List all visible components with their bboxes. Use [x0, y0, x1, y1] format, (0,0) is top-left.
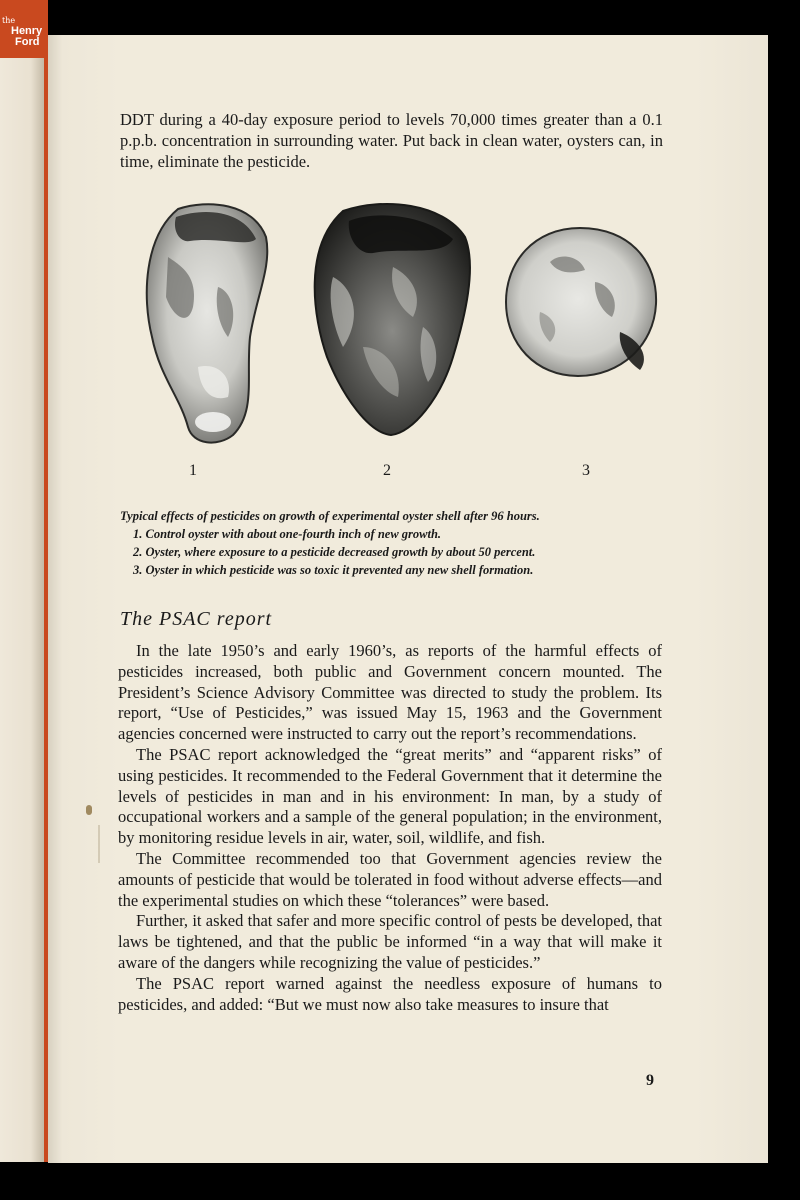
- page-number: 9: [646, 1072, 654, 1089]
- caption-item: 2. Oyster, where exposure to a pesticide decreased growth by about 50 percent.: [133, 545, 536, 559]
- psac-section-body: [118, 641, 662, 1015]
- paragraph: The Committee recommended too that Government agencies review the amounts of pesticide that would be tolerated in food without adverse effects—and the experimental studies on which these “tolerances” were based.: [118, 848, 662, 910]
- caption-item: 1. Control oyster with about one-fourth inch of new growth.: [133, 527, 442, 541]
- page-stain: [86, 805, 92, 815]
- caption-title: Typical effects of pesticides on growth of experimental oyster shell after 96 hours.: [120, 509, 540, 523]
- oyster-shell-no-growth-icon: [500, 222, 662, 382]
- oyster-shell-decreased-growth-icon: [303, 197, 475, 437]
- figure-number: 3: [582, 462, 590, 479]
- section-heading: The PSAC report: [120, 608, 273, 630]
- oyster-shell-control-icon: [138, 197, 272, 447]
- left-page-edge: [0, 0, 48, 1162]
- paragraph: The PSAC report warned against the needless exposure of humans to pesticides, and added: “But we must now also take measures to insure that: [118, 973, 662, 1014]
- paragraph: The PSAC report acknowledged the “great merits” and “apparent risks” of using pesticides. It recommended to the Federal Government that it determine the levels of pesticides in man and in his environment: In man, by a study of occupational workers and a sample of the general population; in the environment, by monitoring residue levels in air, water, soil, wildlife, and fish.: [118, 744, 662, 848]
- page-fold-mark: [98, 825, 100, 863]
- figure-number: 1: [189, 462, 197, 479]
- henry-ford-logo: the Henry Ford: [2, 16, 43, 48]
- figure-number: 2: [383, 462, 391, 479]
- figure-caption: [120, 507, 665, 579]
- intro-paragraph: DDT during a 40-day exposure period to levels 70,000 times greater than a 0.1 p.p.b. concentration in surrounding water. Put back in clean water, oysters can, in time, eliminate the pesticide.: [120, 110, 663, 171]
- paragraph: Further, it asked that safer and more specific control of pests be developed, that laws be tightened, and that the public be informed “in a way that will make it aware of the dangers while recognizing the value of pesticides.”: [118, 911, 662, 972]
- caption-item: 3. Oyster in which pesticide was so toxic it prevented any new shell formation.: [133, 563, 534, 577]
- paragraph: In the late 1950’s and early 1960’s, as reports of the harmful effects of pesticides increased, both public and Government concern mounted. The President’s Science Advisory Committee was directed to study the problem. Its report, “Use of Pesticides,” was issued May 15, 1963 and the Government agencies concerned were instructed to carry out the report’s recommendations.: [118, 641, 662, 744]
- left-page-paper: [0, 58, 44, 1162]
